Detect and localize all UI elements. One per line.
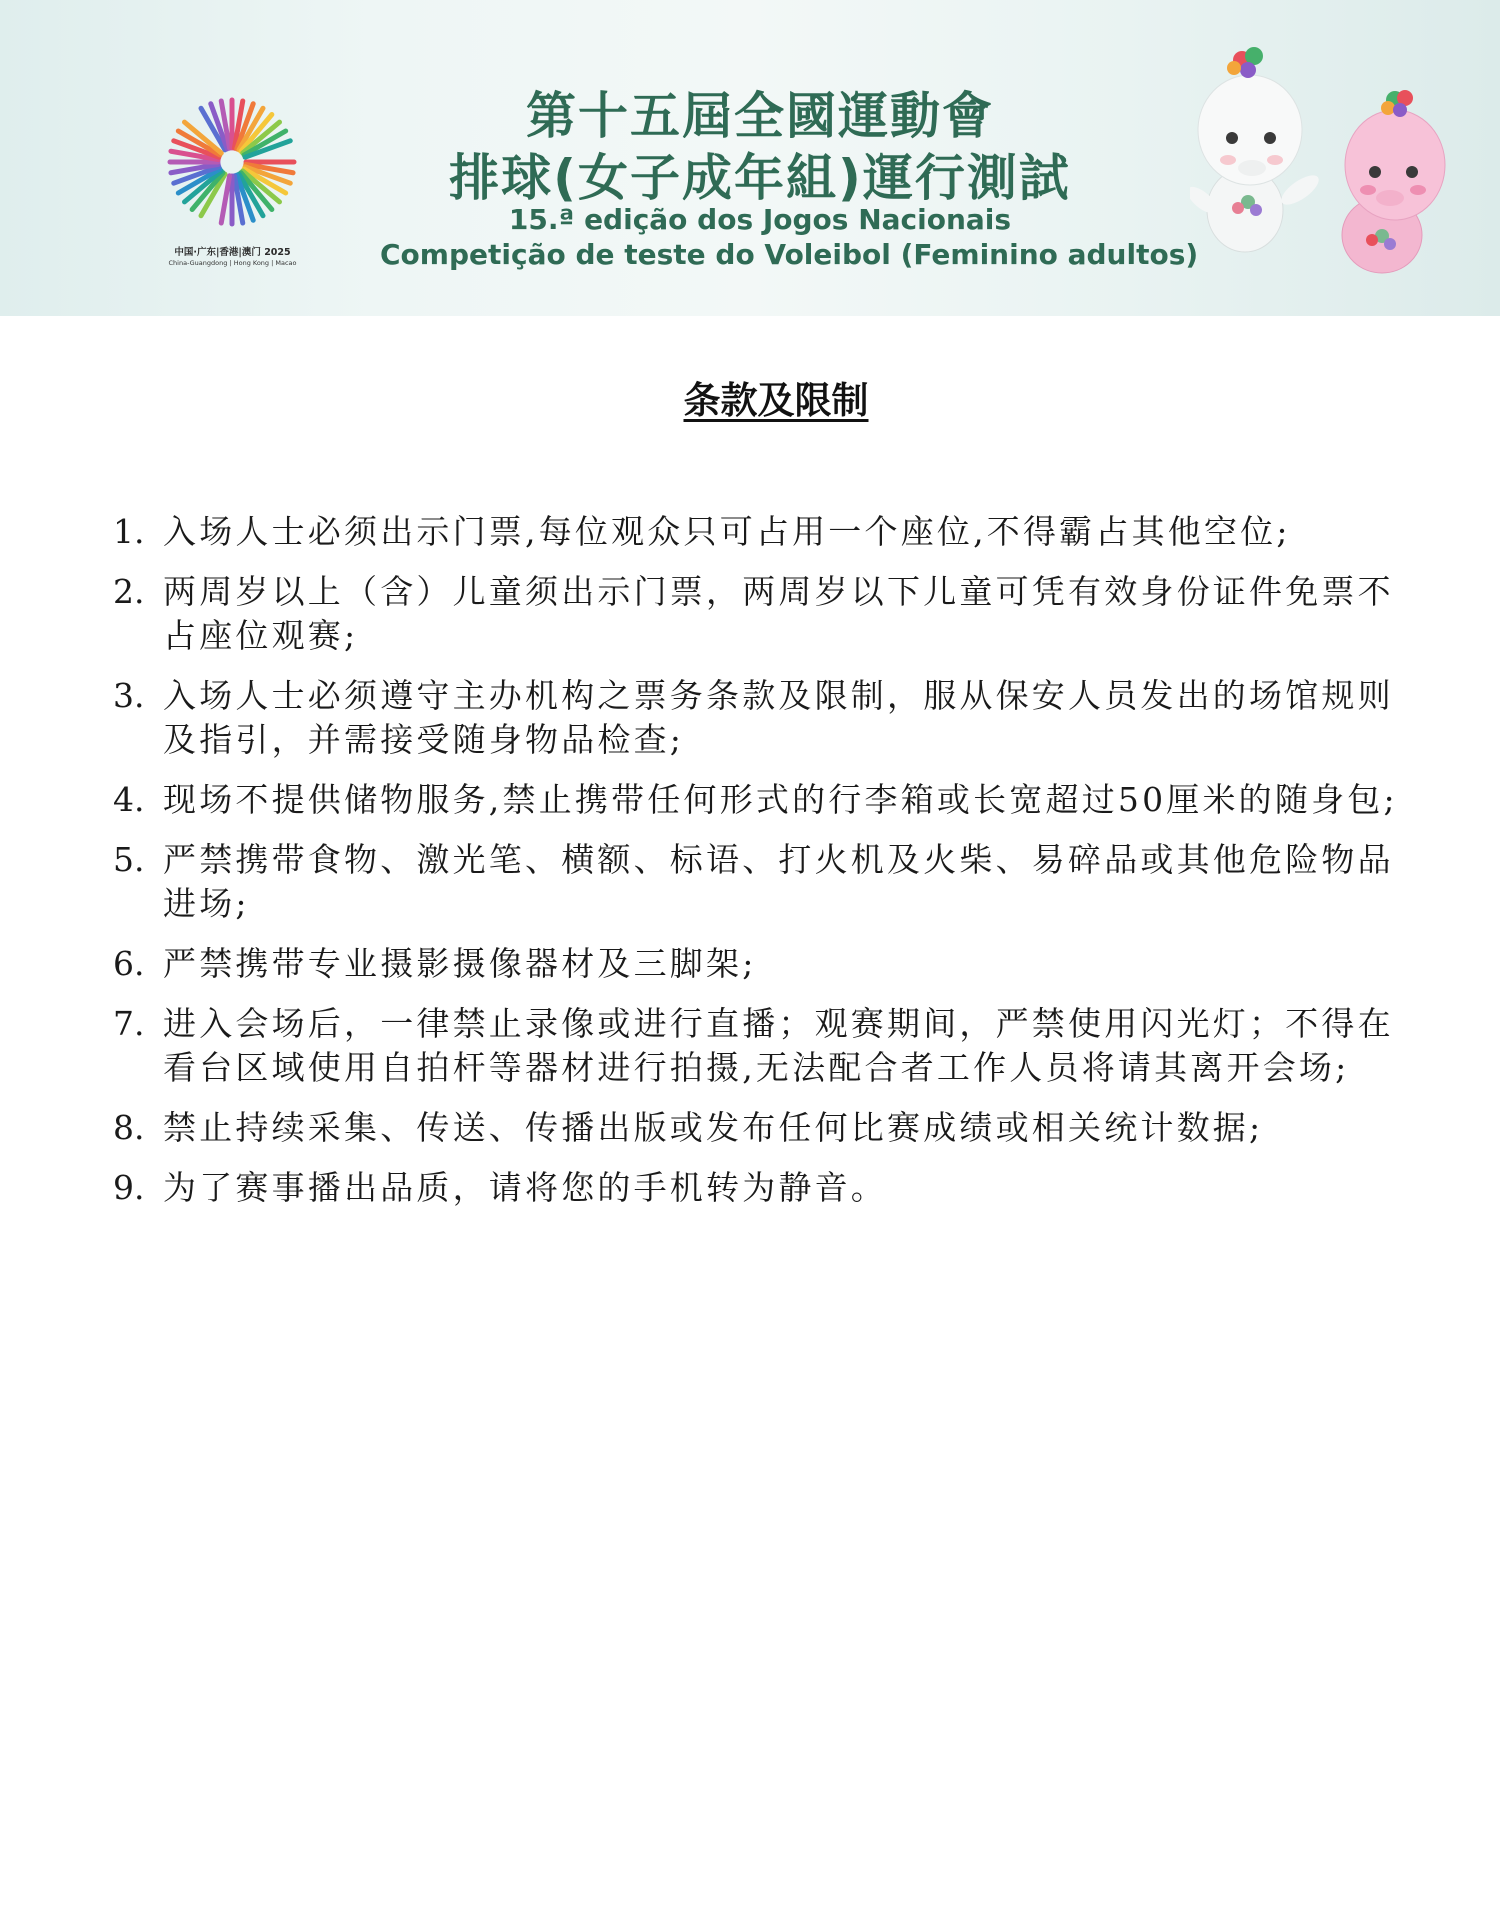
term-item — [113, 778, 1398, 822]
games-logo-icon — [150, 84, 315, 244]
term-number: 4. — [113, 780, 145, 819]
banner-title-line2: 排球(女子成年組)運行測試 — [449, 149, 1071, 207]
term-item — [113, 838, 1398, 926]
term-text: 两周岁以上（含）儿童须出示门票，两周岁以下儿童可凭有效身份证件免票不占座位观赛; — [163, 572, 1394, 655]
header-banner — [0, 0, 1500, 316]
banner-title-line1: 第十五屆全國運動會 — [526, 87, 994, 145]
term-item — [113, 1166, 1398, 1210]
term-text: 入场人士必须遵守主办机构之票务条款及限制，服从保安人员发出的场馆规则及指引，并需接受随身物品检查; — [163, 676, 1394, 759]
term-number: 7. — [113, 1004, 145, 1043]
term-number: 9. — [113, 1168, 145, 1207]
term-item — [113, 570, 1398, 658]
document-title: 条款及限制 — [683, 379, 869, 422]
term-number: 2. — [113, 572, 145, 611]
term-text: 进入会场后，一律禁止录像或进行直播；观赛期间，严禁使用闪光灯；不得在看台区域使用自拍杆等器材进行拍摄,无法配合者工作人员将请其离开会场; — [163, 1004, 1394, 1087]
term-text: 严禁携带食物、激光笔、横额、标语、打火机及火柴、易碎品或其他危险物品进场; — [163, 840, 1394, 923]
term-text: 现场不提供储物服务,禁止携带任何形式的行李箱或长宽超过50厘米的随身包; — [163, 780, 1398, 819]
term-number: 5. — [113, 840, 145, 879]
term-item — [113, 942, 1398, 986]
mascot-white-dolphin-icon — [1190, 47, 1323, 252]
term-item — [113, 674, 1398, 762]
term-item — [113, 1106, 1398, 1150]
term-number: 8. — [113, 1108, 145, 1147]
term-number: 1. — [113, 512, 145, 551]
mascots — [1190, 40, 1480, 280]
banner-subtitle-line1: 15.ª edição dos Jogos Nacionais — [508, 203, 1012, 236]
term-text: 严禁携带专业摄影摄像器材及三脚架; — [163, 944, 757, 983]
term-item — [113, 510, 1398, 554]
mascot-pink-dolphin-icon — [1342, 90, 1445, 273]
term-text: 禁止持续采集、传送、传播出版或发布任何比赛成绩或相关统计数据; — [163, 1108, 1264, 1147]
term-number: 6. — [113, 944, 145, 983]
term-item — [113, 1002, 1398, 1090]
term-number: 3. — [113, 676, 145, 715]
term-text: 入场人士必须出示门票,每位观众只可占用一个座位,不得霸占其他空位; — [163, 512, 1291, 551]
logo-text-cn: 中国·广东|香港|澳门 2025 — [174, 247, 291, 258]
banner-subtitle-line2: Competição de teste do Voleibol (Feminino adultos) — [380, 238, 1199, 271]
games-logo — [150, 84, 315, 274]
term-text: 为了赛事播出品质，请将您的手机转为静音。 — [163, 1168, 887, 1207]
logo-text-en: China-Guangdong | Hong Kong | Macao — [168, 259, 297, 267]
terms-list — [113, 510, 1398, 1226]
